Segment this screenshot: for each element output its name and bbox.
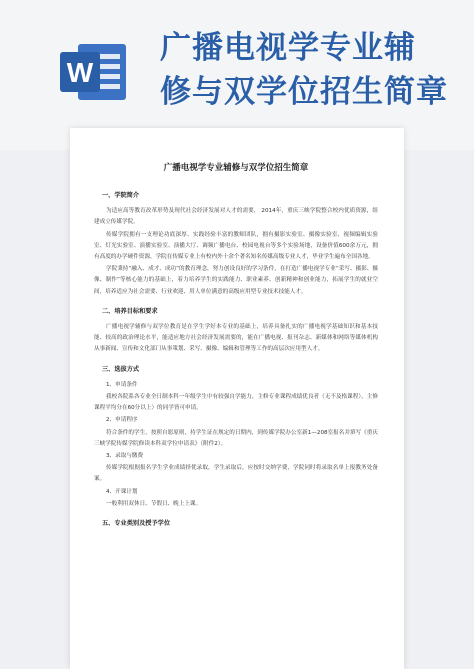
paragraph: 传媒学院拥有一支理论功底深厚、实践经验丰富的教师团队，拥有摄影实验室、摄像实验室、视频编辑实验室、灯光实验室、演播实验室、演播大厅、调频广播电台、校园电视台等多个实验场地，设备价值600余万元，拥有高度的办学硬件资源，学院在传媒专业上有校内外十余个著名知名传媒高级专业人才，毕业学生遍布全国各地。 — [94, 231, 378, 261]
section-heading-college-intro: 一、学院简介 — [102, 192, 140, 199]
section-heading-selection: 三、选拔方式 — [102, 365, 140, 373]
section-heading-degree: 五、专业类别及授予学位 — [102, 520, 171, 528]
word-document-icon — [60, 40, 128, 104]
paragraph: 我校各院系各专业全日制本科一年级学生中有较强自学能力，主修专业课程成绩优良者（无不及格课程），主修课程平均分在60分以上）的同学皆可申请。 — [94, 394, 378, 412]
subheading-conditions: 1、申请条件 — [106, 381, 138, 388]
paragraph: 学院秉持“融入、成才、成功”的教育理念，努力创设良好的学习条件，在打造广播电视学专业“采写、摄影、摄像、制作”等核心能力的基础上，着力培养学生的实践能力、职业素养、创新精神和创业能力，拓展学生的就业空间，培养适应为社会需要、行业欢迎、用人单位满意的高级应用型专业技术技能人才。 — [94, 266, 378, 295]
banner-title-line1: 广播电视学专业辅 — [160, 30, 416, 66]
subheading-procedure: 2、申请程序 — [106, 417, 138, 424]
banner-title — [160, 26, 460, 114]
subheading-schedule: 4、开课计划 — [106, 488, 138, 495]
document-page — [70, 128, 404, 669]
paragraph: 为适应高等教育改革形势及现代社会经济发展对人才的需要， 2014年，重庆三峡学院整合校内优质资源，组建成立传媒学院。 — [94, 208, 378, 226]
banner-title-line2: 修与双学位招生简章 — [160, 74, 448, 110]
section-heading-goals: 二、培养目标和要求 — [102, 307, 158, 315]
subheading-admission-fees: 3、录取与缴费 — [106, 453, 144, 460]
document-body — [94, 162, 378, 534]
word-logo-letter: W — [66, 57, 94, 88]
paragraph: 一般利用双休日、节假日、晚上上课。 — [106, 500, 202, 507]
paragraph: 广播电视学辅修与双学位教育是在学生学好本专业的基础上，培养具备扎实的广播电视学基础知识和基本技能、较高的政治理论水平，能适应地方社会经济发展需要的，能在广播电视、报刊杂志、新媒体和网络等媒体机构从事新闻、宣传和文化部门从事策划、采写、摄像、编辑和管理等工作的高层次应用型人才。 — [94, 324, 378, 353]
paragraph: 传媒学院根据报名学生学业成绩择优录取，学生录取后，应按时交纳学费，学院同时将录取名单上报教务处备案。 — [94, 465, 378, 483]
paragraph: 符合条件的学生，按照自愿原则，持学生证在规定的日期内，到传媒学院办公室新1—208室报名并填写《重庆三峡学院传媒学院修读本科双学位申请表》（附件2）。 — [94, 429, 378, 447]
document-title: 广播电视学专业辅修与双学位招生简章 — [163, 163, 309, 173]
